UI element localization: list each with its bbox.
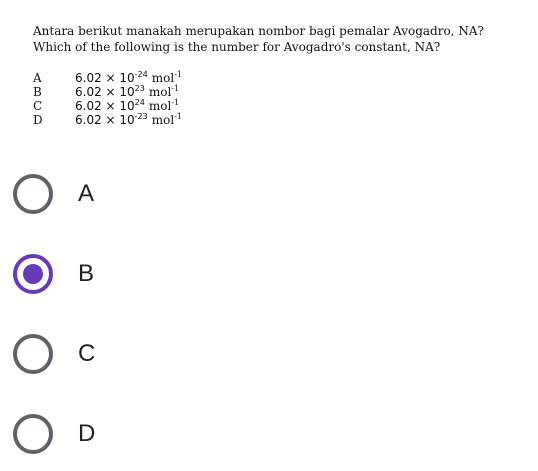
choice-unit-exponent: -1 bbox=[171, 84, 180, 93]
option-d[interactable] bbox=[13, 414, 95, 454]
choice-unit-exponent: -1 bbox=[174, 70, 182, 79]
choice-mantissa: 6.02 × 10 bbox=[75, 99, 135, 113]
radio-button-c[interactable] bbox=[13, 334, 53, 374]
choice-exponent: 24 bbox=[134, 98, 145, 107]
choice-letter: D bbox=[33, 113, 43, 127]
radio-button-d[interactable] bbox=[13, 414, 53, 454]
choice-letter: C bbox=[33, 99, 43, 113]
choice-unit-exponent: -1 bbox=[174, 112, 182, 121]
choice-unit-text: mol bbox=[148, 99, 172, 113]
choice-exponent: -23 bbox=[134, 112, 148, 121]
choice-unit-text: mol bbox=[151, 71, 175, 85]
option-c[interactable] bbox=[13, 334, 95, 374]
option-b[interactable] bbox=[13, 254, 94, 294]
radio-button-b[interactable] bbox=[13, 254, 53, 294]
choice-mantissa: 6.02 × 10 bbox=[75, 71, 135, 85]
option-label-b[interactable]: B bbox=[78, 260, 95, 287]
choice-exponent: -24 bbox=[134, 70, 148, 79]
choice-mantissa: 6.02 × 10 bbox=[75, 85, 135, 99]
choice-unit-text: mol bbox=[148, 85, 172, 99]
choice-exponent: 23 bbox=[134, 84, 145, 93]
choice-unit-exponent: -1 bbox=[171, 98, 180, 107]
question-line-english: Which of the following is the number for Avogadro's constant, NA? bbox=[33, 40, 441, 54]
choice-letter: B bbox=[33, 85, 42, 99]
option-label-c[interactable]: C bbox=[78, 340, 96, 367]
choice-letter: A bbox=[33, 71, 42, 85]
radio-button-a[interactable] bbox=[13, 174, 53, 214]
choice-unit-text: mol bbox=[151, 113, 175, 127]
option-label-d[interactable]: D bbox=[78, 420, 96, 447]
option-a[interactable] bbox=[13, 174, 94, 214]
radio-dot bbox=[23, 264, 43, 284]
option-label-a[interactable]: A bbox=[78, 180, 95, 207]
question-line-malay: Antara berikut manakah merupakan nombor bagi pemalar Avogadro, NA? bbox=[33, 24, 484, 38]
choice-mantissa: 6.02 × 10 bbox=[75, 113, 135, 127]
